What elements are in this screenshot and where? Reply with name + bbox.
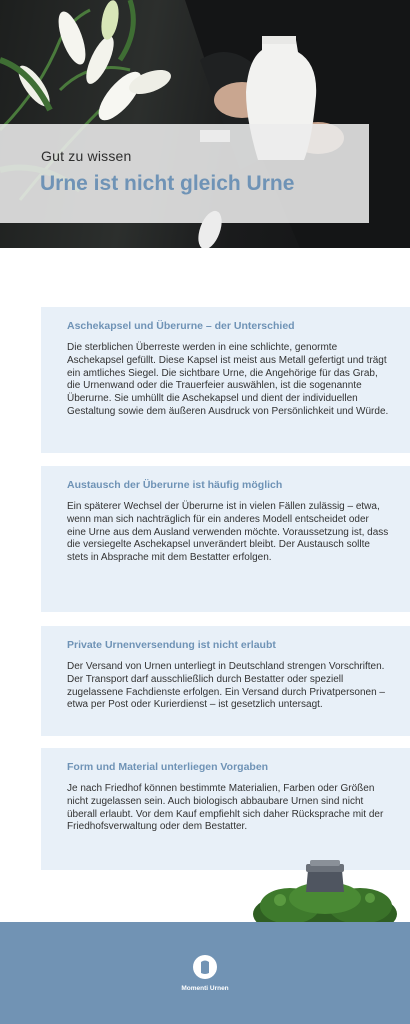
hero-kicker: Gut zu wissen: [41, 148, 132, 164]
card-text: Je nach Friedhof können bestimmte Materialien, Farben oder Größen nicht zugelassen sein. Auch biologisch abbaubare Urnen sind nicht überall erlaubt. Vor dem Kauf empfiehlt sich daher Rücksprache mit der Friedhofsverwaltung oder dem Bestatter.: [67, 783, 384, 833]
hero-image: [0, 0, 410, 248]
urn-bush-image: [250, 856, 400, 926]
card-text: Ein späterer Wechsel der Überurne ist in vielen Fällen zulässig – etwa, wenn man sich nachträglich für ein anderes Modell entscheidet oder eine Urne aus dem Ausland verwenden möchte. Voraussetzung ist, dass die versiegelte Aschekapsel unverändert bleibt. Der Austausch sollte stets in Absprache mit dem Bestatter erfolgen.: [67, 501, 389, 564]
brand-name: Momenti Urnen: [181, 985, 229, 992]
info-card-vorgaben: [41, 748, 410, 870]
brand-logo-icon: [193, 955, 217, 979]
card-text: Die sterblichen Überreste werden in eine schlichte, genormte Aschekapsel gefüllt. Diese Kapsel ist meist aus Metall gefertigt und trägt ein amtliches Siegel. Die sichtbare Urne, die Angehörige für das Grab, die Urnenwand oder die Trauerfeier auswählen, ist die sogenannte Überurne. Sie umhüllt die Aschekapsel und dient der individuellen Gestaltung sowie dem äußeren Ausdruck von Persönlichkeit und Würde.: [67, 342, 389, 417]
card-title: Form und Material unterliegen Vorgaben: [67, 761, 269, 773]
card-title: Austausch der Überurne ist häufig möglich: [67, 479, 283, 491]
info-card-versand: [41, 626, 410, 736]
card-text: Der Versand von Urnen unterliegt in Deutschland strengen Vorschriften. Der Transport darf ausschließlich durch Bestatter oder speziell zugelassene Fachdienste erfolgen. Ein Versand durch Privatpersonen – etwa per Post oder Kurierdienst – ist gesetzlich untersagt.: [67, 661, 385, 711]
card-title: Aschekapsel und Überurne – der Unterschied: [67, 320, 295, 332]
info-card-aschekapsel: [41, 307, 410, 453]
info-card-austausch: [41, 466, 410, 612]
card-title: Private Urnenversendung ist nicht erlaubt: [67, 639, 276, 651]
hero-title: Urne ist nicht gleich Urne: [40, 172, 295, 195]
